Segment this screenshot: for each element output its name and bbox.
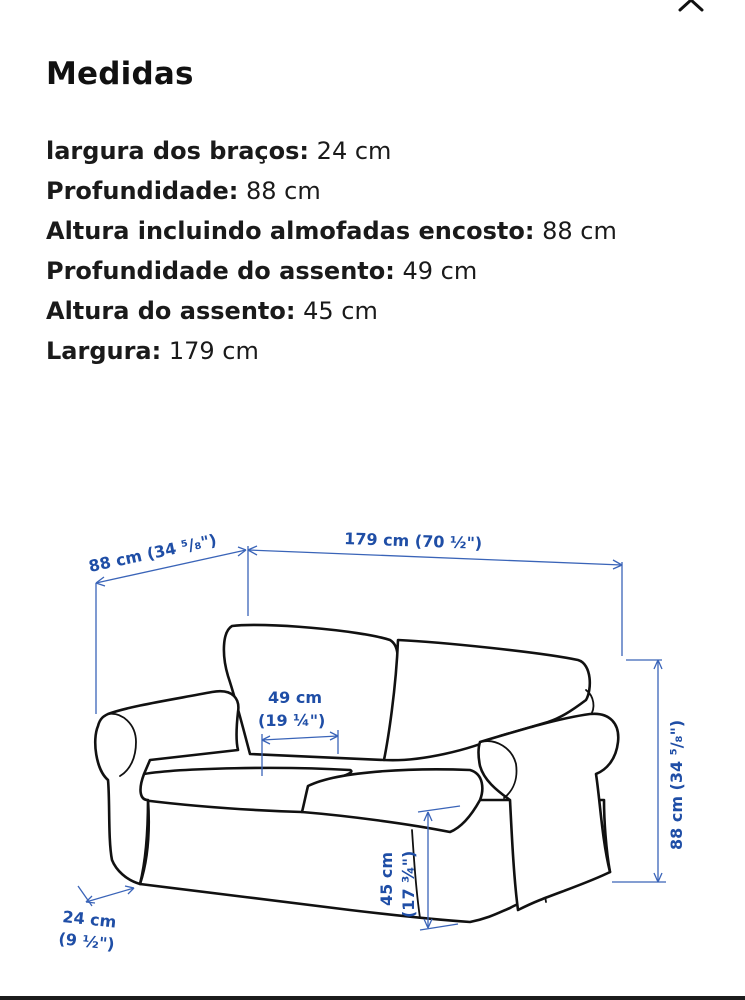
spec-value: 49 cm (402, 257, 478, 285)
spec-width (46, 331, 617, 371)
spec-seat-depth (46, 251, 617, 291)
seat-height-cm-label: 45 cm (377, 852, 396, 906)
arm-width-in-label: (9 ½") (57, 929, 116, 954)
bottom-edge-bar (0, 996, 745, 1000)
spec-value: 24 cm (316, 137, 392, 165)
spec-value: 179 cm (168, 337, 259, 365)
spec-label: Altura do assento: (46, 297, 296, 325)
close-icon (672, 0, 712, 16)
spec-height-with-cushions (46, 211, 617, 251)
spec-seat-height (46, 291, 617, 331)
seat-depth-in-label: (19 ¼") (258, 711, 326, 730)
depth-dimension-label: 88 cm (34 ⁵/₈") (86, 530, 219, 576)
spec-label: Largura: (46, 337, 162, 365)
height-dimension-label: 88 cm (34 ⁵/₈") (667, 719, 686, 850)
spec-label: Altura incluindo almofadas encosto: (46, 217, 535, 245)
spec-label: Profundidade do assento: (46, 257, 395, 285)
seat-depth-cm-label: 49 cm (268, 688, 322, 707)
arm-width-cm-label: 24 cm (61, 907, 118, 932)
spec-value: 88 cm (246, 177, 321, 205)
spec-arm-width (46, 131, 617, 171)
spec-value: 88 cm (542, 217, 617, 245)
close-button[interactable] (672, 0, 712, 16)
sofa-illustration (95, 625, 618, 922)
width-dimension-label: 179 cm (70 ½") (343, 529, 483, 553)
spec-value: 45 cm (303, 297, 378, 325)
spec-label: largura dos braços: (46, 137, 310, 165)
page-title: Medidas (46, 56, 194, 92)
spec-depth (46, 171, 617, 211)
seat-height-in-label: (17 ¾") (399, 850, 418, 918)
sofa-dimension-diagram (0, 500, 745, 970)
measurements-list (46, 131, 617, 371)
spec-label: Profundidade: (46, 177, 239, 205)
